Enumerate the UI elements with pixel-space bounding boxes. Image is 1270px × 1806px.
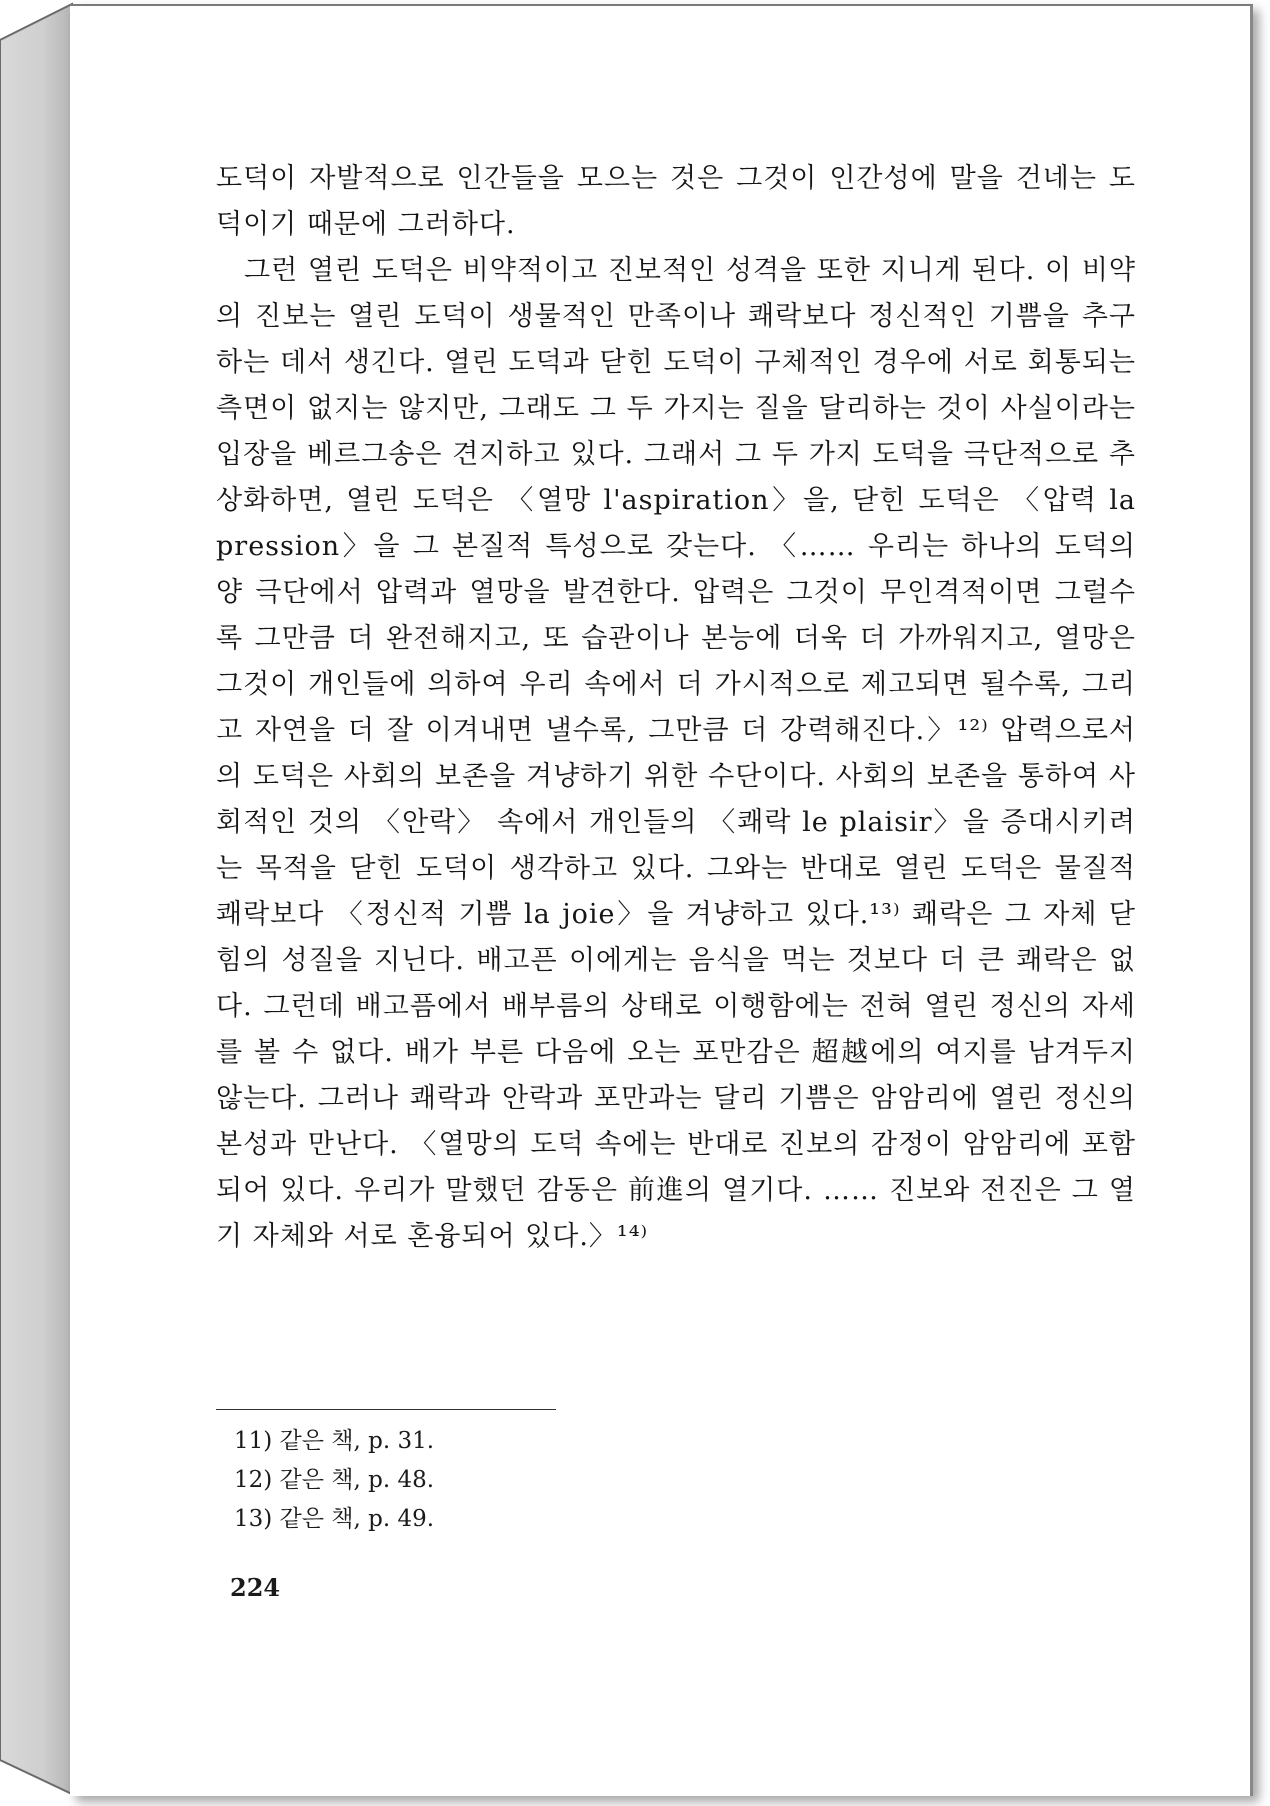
- body-text: [216, 156, 1136, 1260]
- footnote-11: 11) 같은 책, p. 31.: [234, 1428, 435, 1454]
- footnote-13: 13) 같은 책, p. 49.: [234, 1506, 435, 1532]
- footnotes: [234, 1422, 434, 1539]
- paragraph-1: 도덕이 자발적으로 인간들을 모으는 것은 그것이 인간성에 말을 건네는 도덕이기 때문에 그러하다.: [216, 163, 1136, 240]
- page-number: 224: [230, 1573, 281, 1602]
- footnote-12: 12) 같은 책, p. 48.: [234, 1467, 435, 1493]
- paragraph-2: 그런 열린 도덕은 비약적이고 진보적인 성격을 또한 지니게 된다. 이 비약의 진보는 열린 도덕이 생물적인 만족이나 쾌락보다 정신적인 기쁨을 추구하는 데서 생긴다. 열린 도덕과 닫힌 도덕이 구체적인 경우에 서로 회통되는 측면이 없지는 않지만, 그래도 그 두 가지는 질을 달리하는 것이 사실이라는 입장을 베르그송은 견지하고 있다. 그래서 그 두 가지 도덕을 극단적으로 추상화하면, 열린 도덕은 〈열망 l'aspiration〉을, 닫힌 도덕은 〈압력 la pression〉을 그 본질적 특성으로 갖는다. 〈…… 우리는 하나의 도덕의 양 극단에서 압력과 열망을 발견한다. 압력은 그것이 무인격적이면 그럴수록 그만큼 더 완전해지고, 또 습관이나 본능에 더욱 더 가까워지고, 열망은 그것이 개인들에 의하여 우리 속에서 더 가시적으로 제고되면 될수록, 그리고 자연을 더 잘 이겨내면 낼수록, 그만큼 더 강력해진다.〉¹²⁾ 압력으로서의 도덕은 사회의 보존을 겨냥하기 위한 수단이다. 사회의 보존을 통하여 사회적인 것의 〈안락〉 속에서 개인들의 〈쾌락 le plaisir〉을 증대시키려는 목적을 닫힌 도덕이 생각하고 있다. 그와는 반대로 열린 도덕은 물질적 쾌락보다 〈정신적 기쁨 la joie〉을 겨냥하고 있다.¹³⁾ 쾌락은 그 자체 닫힘의 성질을 지닌다. 배고픈 이에게는 음식을 먹는 것보다 더 큰 쾌락은 없다. 그런데 배고픔에서 배부름의 상태로 이행함에는 전혀 열린 정신의 자세를 볼 수 없다. 배가 부른 다음에 오는 포만감은 超越에의 여지를 남겨두지 않는다. 그러나 쾌락과 안락과 포만과는 달리 기쁨은 암암리에 열린 정신의 본성과 만난다. 〈열망의 도덕 속에는 반대로 진보의 감정이 암암리에 포함되어 있다. 우리가 말했던 감동은 前進의 열기다. …… 진보와 전진은 그 열기 자체와 서로 혼융되어 있다.〉¹⁴⁾: [216, 255, 1136, 1252]
- footnote-divider: [216, 1409, 556, 1410]
- book-edge: [0, 0, 76, 1806]
